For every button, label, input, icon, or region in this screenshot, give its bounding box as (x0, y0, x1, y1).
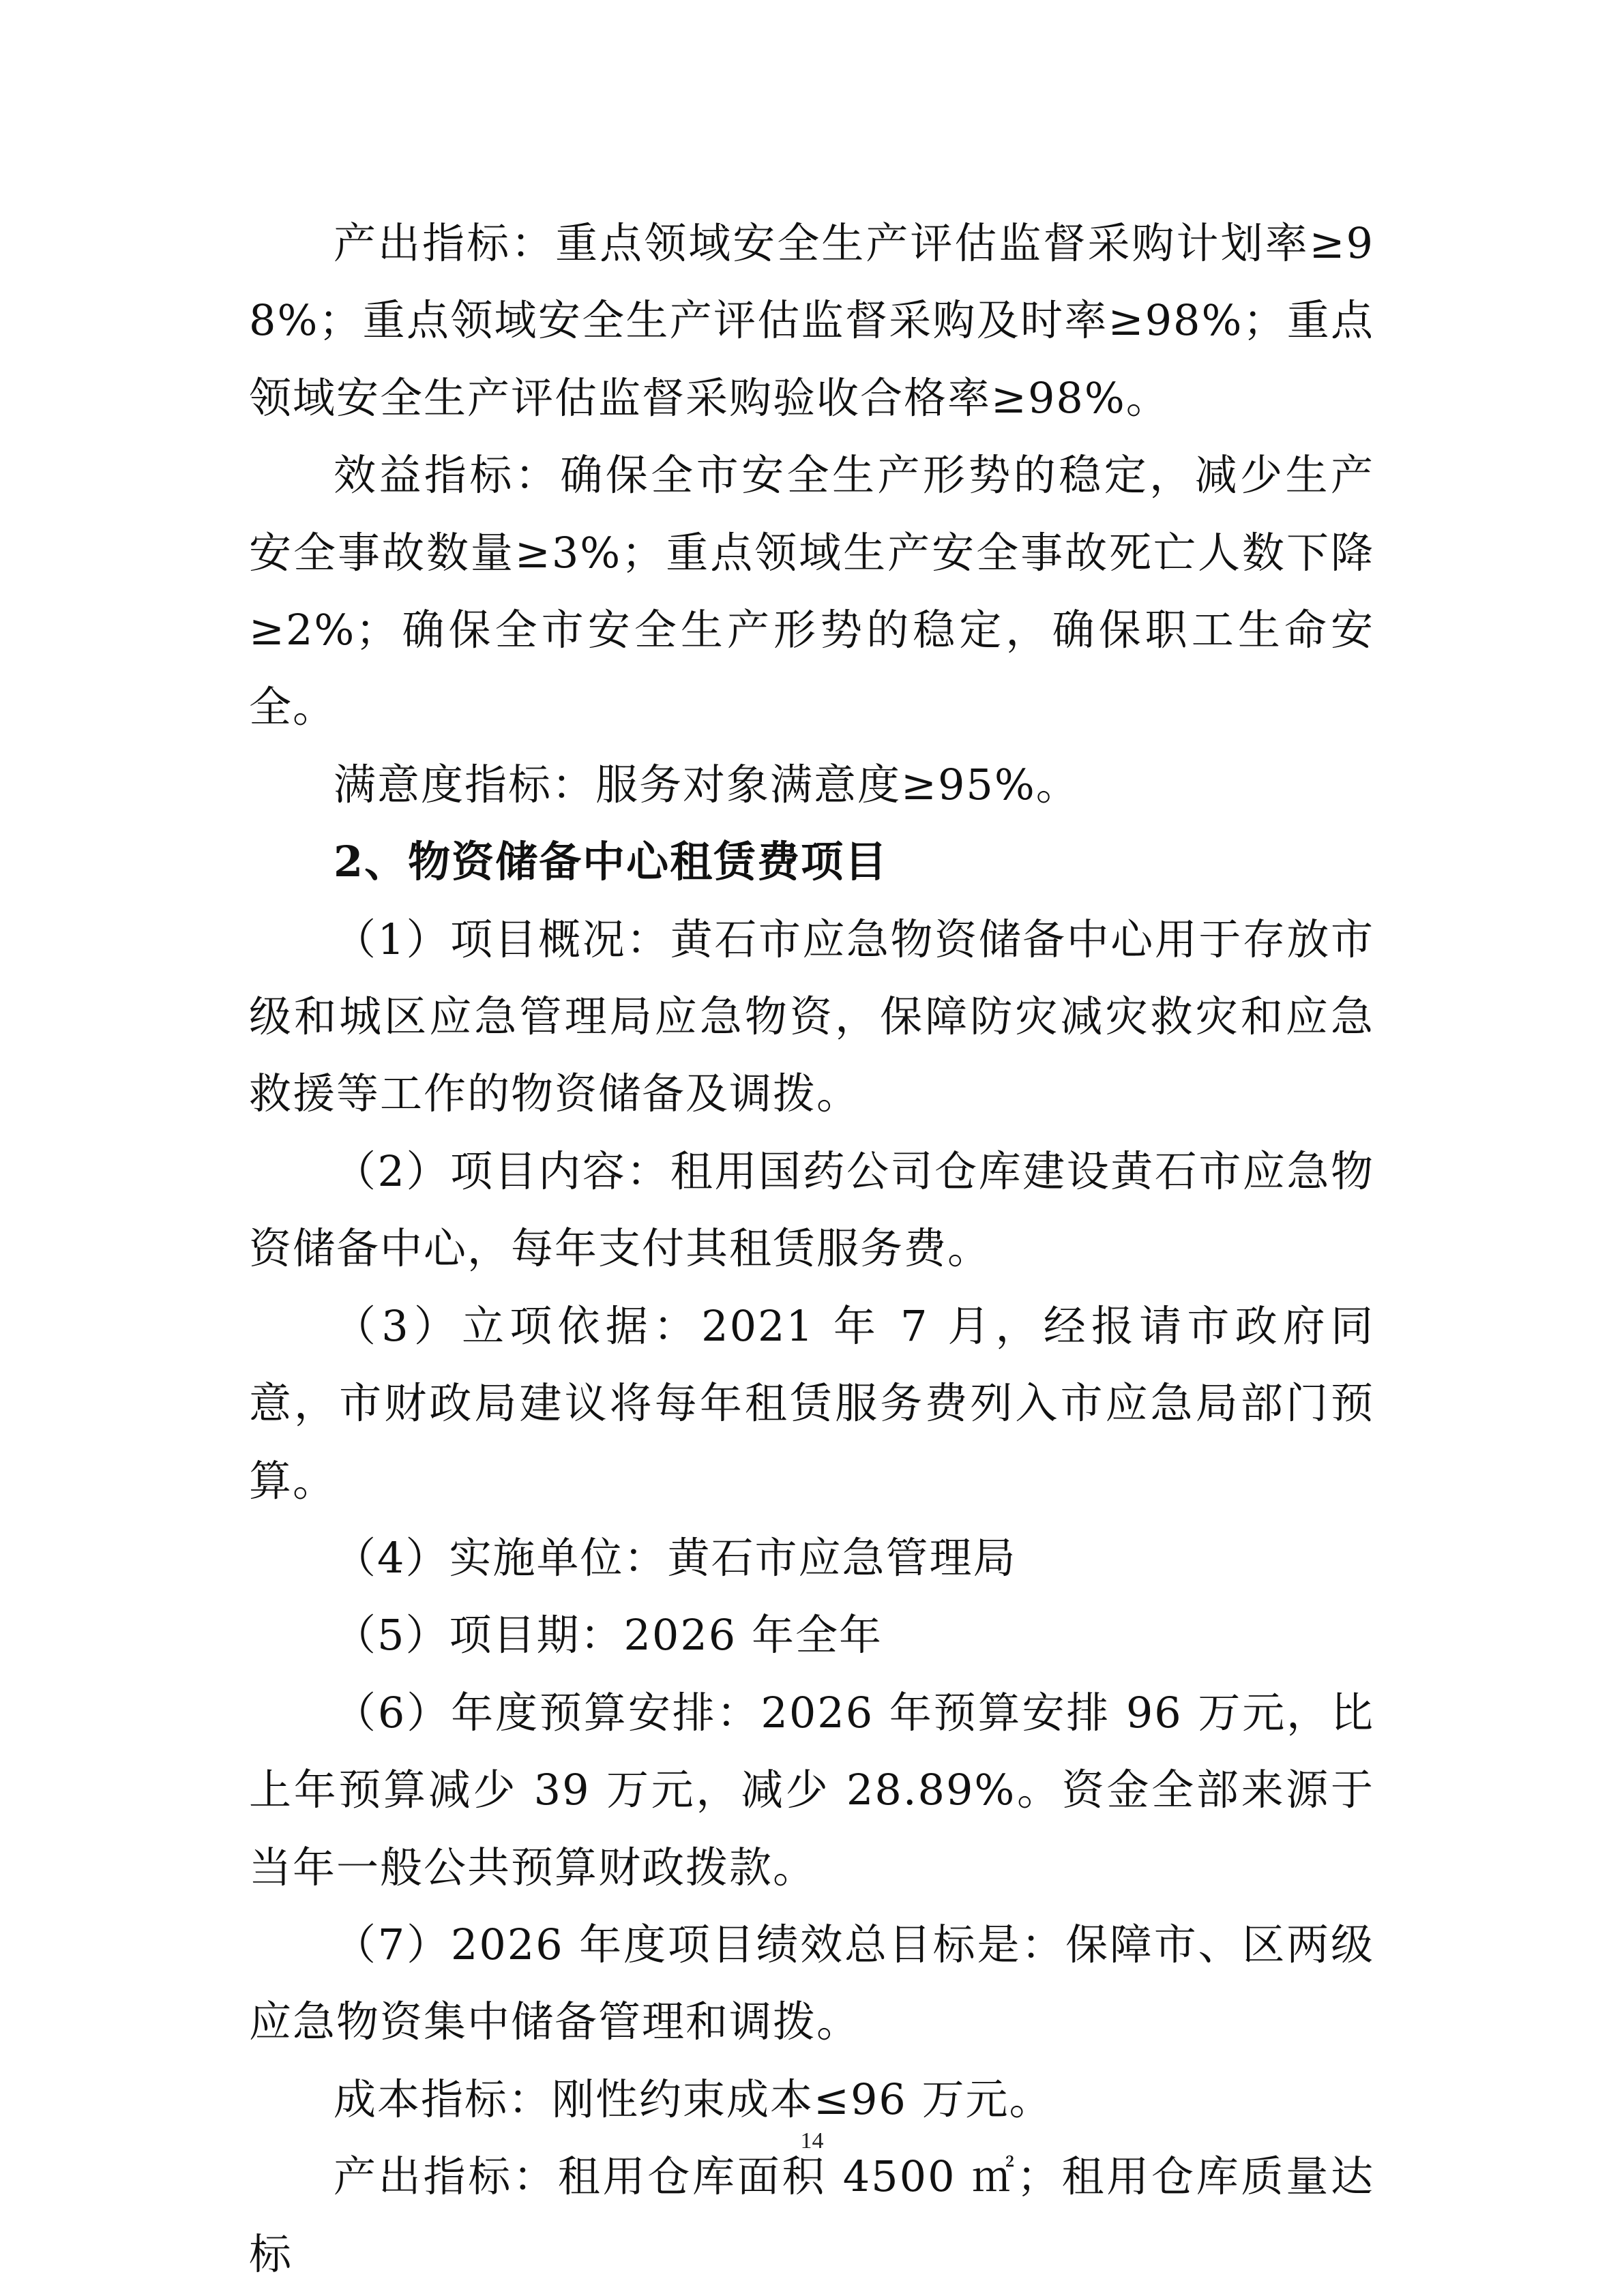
paragraph-project-basis: （3）立项依据：2021 年 7 月，经报请市政府同意，市财政局建议将每年租赁服务费列入市应急局部门预算。 (249, 1300, 1374, 1506)
paragraph-satisfaction-indicators: 满意度指标：服务对象满意度≥95%。 (334, 759, 1080, 809)
paragraph-cost-indicators: 成本指标：刚性约束成本≤96 万元。 (334, 2074, 1053, 2124)
paragraph-output-indicators-rental: 产出指标：租用仓库面积 4500 ㎡；租用仓库质量达标 (249, 2151, 1374, 2279)
paragraph-project-content: （2）项目内容：租用国药公司仓库建设黄石市应急物资储备中心，每年支付其租赁服务费。 (249, 1146, 1374, 1274)
paragraph-benefit-indicators: 效益指标：确保全市安全生产形势的稳定，减少生产安全事故数量≥3%；重点领域生产安全事故死亡人数下降≥2%；确保全市安全生产形势的稳定，确保职工生命安全。 (249, 450, 1374, 732)
paragraph-performance-goal: （7）2026 年度项目绩效总目标是：保障市、区两级应急物资集中储备管理和调拨。 (249, 1919, 1374, 2047)
paragraph-annual-budget: （6）年度预算安排：2026 年预算安排 96 万元，比上年预算减少 39 万元，减少 28.89%。资金全部来源于当年一般公共预算财政拨款。 (249, 1687, 1374, 1892)
paragraph-project-period: （5）项目期：2026 年全年 (334, 1610, 883, 1660)
page-number: 14 (800, 2128, 824, 2153)
paragraph-output-indicators: 产出指标：重点领域安全生产评估监督采购计划率≥98%；重点领域安全生产评估监督采购及时率≥98%；重点领域安全生产评估监督采购验收合格率≥98%。 (249, 218, 1374, 423)
paragraph-project-overview: （1）项目概况：黄石市应急物资储备中心用于存放市级和城区应急管理局应急物资，保障防灾减灾救灾和应急救援等工作的物资储备及调拨。 (249, 914, 1374, 1119)
paragraph-implementing-unit: （4）实施单位：黄石市应急管理局 (334, 1532, 1017, 1583)
section-heading-rental-project: 2、物资储备中心租赁费项目 (334, 837, 889, 887)
page-body (249, 205, 1374, 2293)
